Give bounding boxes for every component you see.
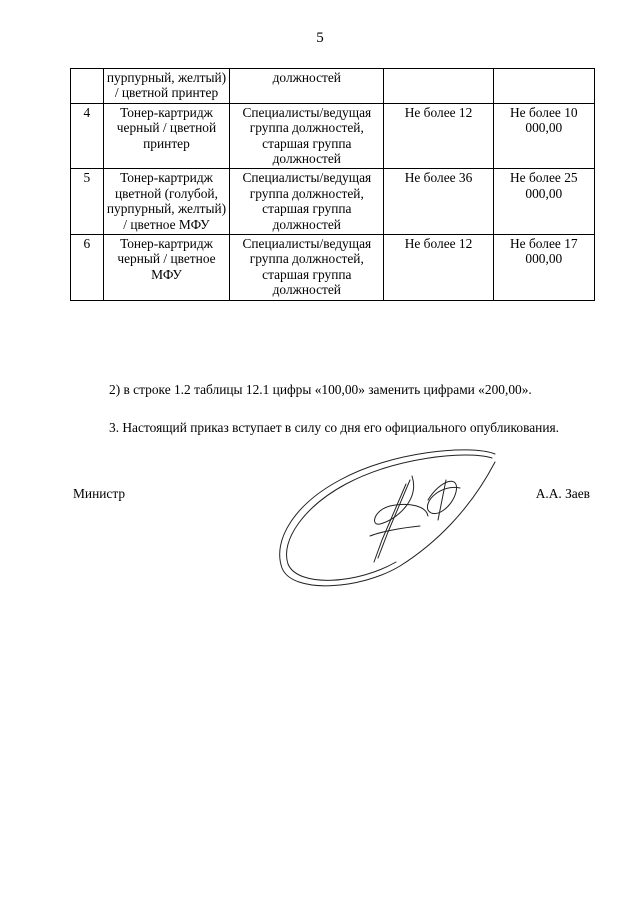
- page-number: 5: [316, 30, 324, 46]
- table-row: [71, 103, 595, 169]
- quantity-cell: Не более 12: [384, 235, 493, 301]
- item-name-cell: Тонер-картридж черный / цветной принтер: [103, 103, 229, 169]
- row-number-cell: 4: [71, 103, 104, 169]
- price-cell: Не более 25 000,00: [493, 169, 594, 235]
- price-cell: [493, 69, 594, 104]
- amendment-paragraph: 2) в строке 1.2 таблицы 12.1 цифры «100,00» заменить цифрами «200,00».: [109, 382, 532, 397]
- effective-date-paragraph: 3. Настоящий приказ вступает в силу со дня его официального опубликования.: [109, 420, 559, 435]
- position-group-cell: Специалисты/ведущая группа должностей, старшая группа должностей: [230, 169, 384, 235]
- signatory-title: Министр: [73, 486, 126, 501]
- quantity-cell: Не более 12: [384, 103, 493, 169]
- quantity-cell: Не более 36: [384, 169, 493, 235]
- price-cell: Не более 10 000,00: [493, 103, 594, 169]
- item-name-cell: Тонер-картридж черный / цветное МФУ: [103, 235, 229, 301]
- requirements-table: [70, 68, 595, 301]
- position-group-cell: Специалисты/ведущая группа должностей, старшая группа должностей: [230, 103, 384, 169]
- position-group-cell: Специалисты/ведущая группа должностей, старшая группа должностей: [230, 235, 384, 301]
- item-name-cell: Тонер-картридж цветной (голубой, пурпурный, желтый) / цветное МФУ: [103, 169, 229, 235]
- table-row: [71, 69, 595, 104]
- table-row: [71, 169, 595, 235]
- position-group-cell: должностей: [230, 69, 384, 104]
- row-number-cell: 6: [71, 235, 104, 301]
- signatory-name: А.А. Заев: [535, 486, 590, 501]
- row-number-cell: 5: [71, 169, 104, 235]
- row-number-cell: [71, 69, 104, 104]
- table-row: [71, 235, 595, 301]
- quantity-cell: [384, 69, 493, 104]
- item-name-cell: пурпурный, желтый) / цветной принтер: [103, 69, 229, 104]
- price-cell: Не более 17 000,00: [493, 235, 594, 301]
- handwritten-signature: [270, 440, 510, 600]
